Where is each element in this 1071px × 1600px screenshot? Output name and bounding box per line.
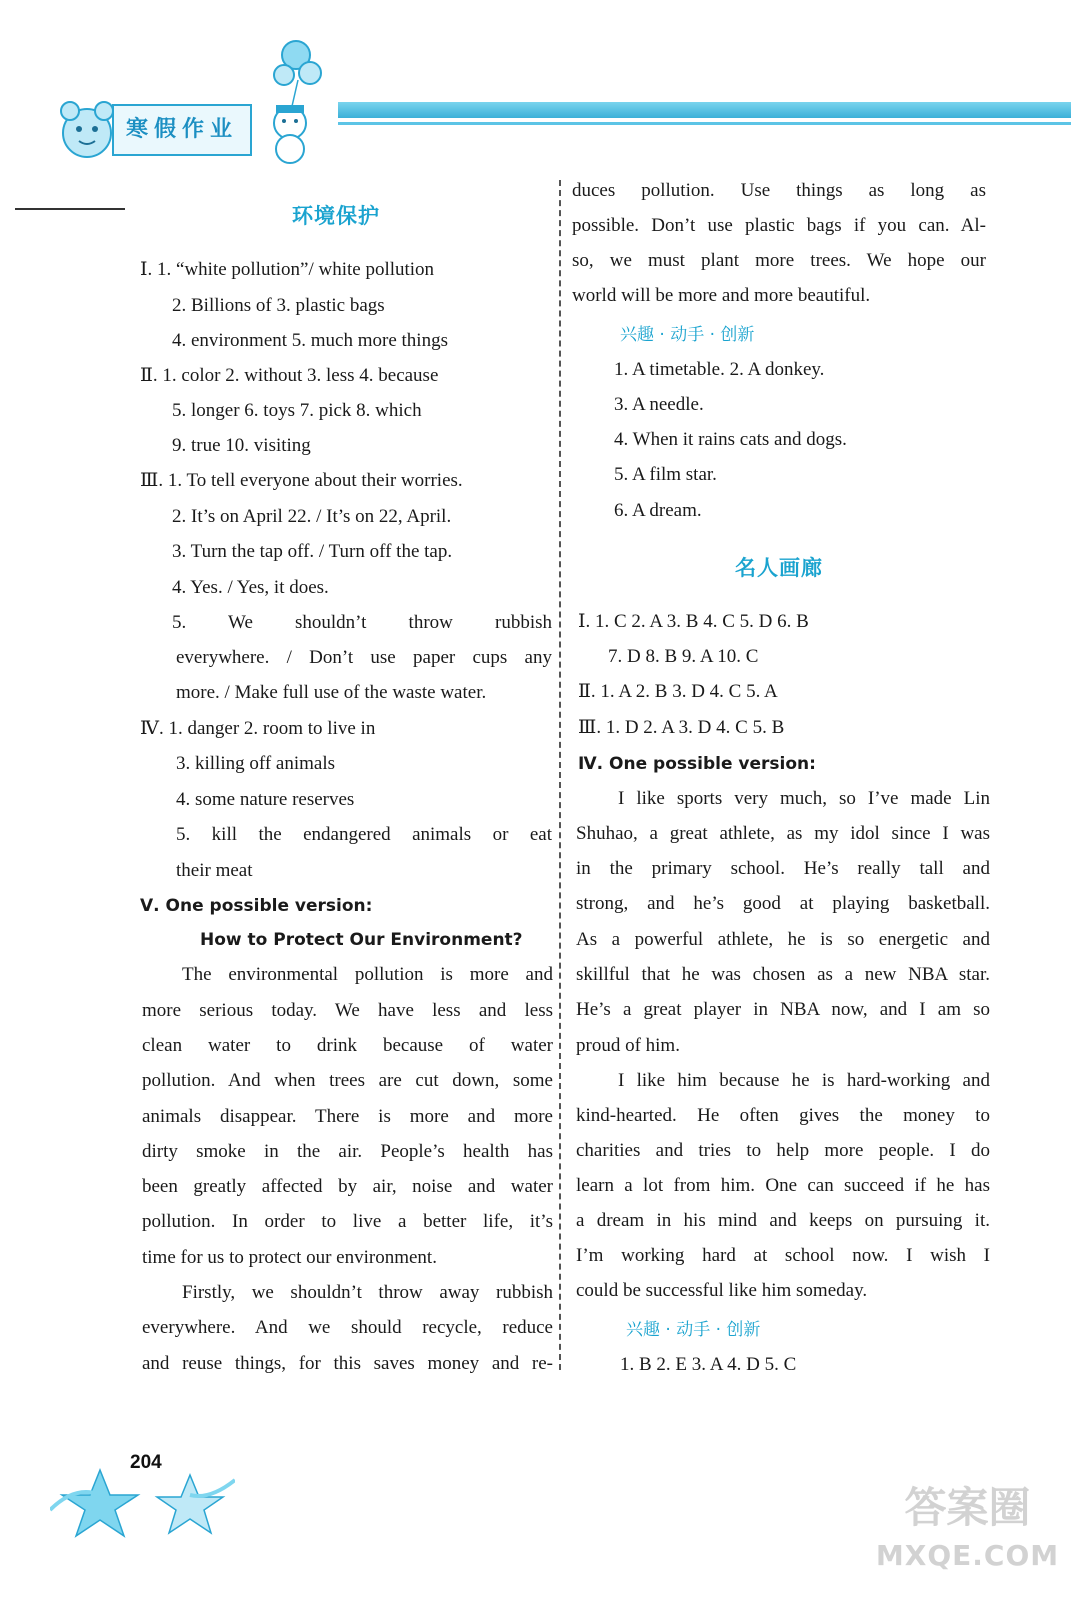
essay-line: in the primary school. He’s really tall and: [576, 858, 990, 879]
essay-line: a dream in his mind and keeps on pursuing it.: [576, 1210, 990, 1231]
version-label: Ⅳ. One possible version:: [578, 754, 816, 774]
answer-line: Ⅳ. 1. danger 2. room to live in: [140, 718, 376, 739]
essay-line: possible. Don’t use plastic bags if you can. Al-: [572, 215, 986, 236]
essay-line: pollution. And when trees are cut down, some: [142, 1070, 553, 1091]
essay-line: Firstly, we shouldn’t throw away rubbish: [182, 1282, 553, 1303]
answer-line: 4. environment 5. much more things: [172, 330, 448, 351]
essay-line: more serious today. We have less and less: [142, 1000, 553, 1021]
answer-line: 5. longer 6. toys 7. pick 8. which: [172, 400, 422, 421]
essay-line: could be successful like him someday.: [576, 1280, 868, 1301]
answer-line: 2. Billions of 3. plastic bags: [172, 295, 385, 316]
essay-line: Shuhao, a great athlete, as my idol since I was: [576, 823, 990, 844]
essay-line: animals disappear. There is more and more: [142, 1106, 553, 1127]
essay-line: proud of him.: [576, 1035, 680, 1056]
essay-line: dirty smoke in the air. People’s health has: [142, 1141, 553, 1162]
essay-line: clean water to drink because of water: [142, 1035, 553, 1056]
answer-line: everywhere. / Don’t use paper cups any: [176, 647, 552, 668]
essay-line: I like him because he is hard-working and: [618, 1070, 990, 1091]
answer-line: 3. A needle.: [614, 394, 704, 415]
essay-line: strong, and he’s good at playing basketball.: [576, 893, 990, 914]
essay-line: time for us to protect our environment.: [142, 1247, 437, 1268]
answer-line: Ⅱ. 1. color 2. without 3. less 4. because: [140, 365, 439, 386]
left-margin-rule: [15, 208, 125, 210]
snowman-balloon-icon: [250, 25, 340, 165]
essay-line: The environmental pollution is more and: [182, 964, 553, 985]
answer-line: 5. kill the endangered animals or eat: [176, 824, 552, 845]
section-title-gallery: 名人画廊: [735, 556, 823, 580]
answer-line: 2. It’s on April 22. / It’s on 22, April.: [172, 506, 452, 527]
answer-line: Ⅰ. 1. “white pollution”/ white pollution: [140, 259, 435, 280]
header-title: 寒假作业: [112, 104, 252, 156]
answer-line: Ⅲ. 1. To tell everyone about their worries.: [140, 470, 463, 491]
essay-line: world will be more and more beautiful.: [572, 285, 871, 306]
answer-line: 3. Turn the tap off. / Turn off the tap.: [172, 541, 453, 562]
answer-line: Ⅰ. 1. C 2. A 3. B 4. C 5. D 6. B: [578, 611, 809, 632]
tag-interest-create: 兴趣 · 动手 · 创新: [626, 1320, 761, 1340]
essay-line: skillful that he was chosen as a new NBA star.: [576, 964, 990, 985]
answer-line: 4. When it rains cats and dogs.: [614, 429, 847, 450]
tag-interest-create: 兴趣 · 动手 · 创新: [620, 325, 755, 345]
essay-title: How to Protect Our Environment?: [200, 930, 523, 950]
watermark-logo: [875, 1480, 1060, 1590]
essay-line: duces pollution. Use things as long as: [572, 180, 986, 201]
answer-line: 9. true 10. visiting: [172, 435, 311, 456]
answer-line: 1. B 2. E 3. A 4. D 5. C: [620, 1354, 797, 1375]
header-band: [338, 102, 1071, 118]
answer-line: Ⅱ. 1. A 2. B 3. D 4. C 5. A: [578, 681, 778, 702]
essay-line: He’s a great player in NBA now, and I am so: [576, 999, 990, 1020]
essay-line: I’m working hard at school now. I wish I: [576, 1245, 990, 1266]
essay-line: pollution. In order to live a better life, it’s: [142, 1211, 553, 1232]
page-number: 204: [130, 1452, 162, 1473]
answer-line: 4. Yes. / Yes, it does.: [172, 577, 329, 598]
answer-line: 5. A film star.: [614, 464, 717, 485]
essay-line: everywhere. And we should recycle, reduce: [142, 1317, 553, 1338]
essay-line: As a powerful athlete, he is so energetic and: [576, 929, 990, 950]
answer-line: 5. We shouldn’t throw rubbish: [172, 612, 552, 633]
answer-line: 3. killing off animals: [176, 753, 336, 774]
answer-line: Ⅲ. 1. D 2. A 3. D 4. C 5. B: [578, 717, 785, 738]
essay-line: so, we must plant more trees. We hope our: [572, 250, 986, 271]
essay-line: charities and tries to help more people. I do: [576, 1140, 990, 1161]
column-divider: [559, 180, 561, 1370]
essay-line: been greatly affected by air, noise and water: [142, 1176, 553, 1197]
answer-line: 1. A timetable. 2. A donkey.: [614, 359, 825, 380]
answer-line: 4. some nature reserves: [176, 789, 355, 810]
watermark-top: 答案圈: [904, 1483, 1031, 1532]
answer-line: their meat: [176, 860, 253, 881]
section-title-environment: 环境保护: [292, 204, 380, 228]
essay-line: kind-hearted. He often gives the money to: [576, 1105, 990, 1126]
answer-line: 6. A dream.: [614, 500, 702, 521]
essay-line: learn a lot from him. One can succeed if he has: [576, 1175, 990, 1196]
essay-line: and reuse things, for this saves money and re-: [142, 1353, 553, 1374]
essay-line: I like sports very much, so I’ve made Lin: [618, 788, 990, 809]
header-thin-rule: [338, 122, 1071, 125]
version-label: Ⅴ. One possible version:: [140, 896, 373, 916]
answer-line: 7. D 8. B 9. A 10. C: [608, 646, 759, 667]
answer-line: more. / Make full use of the waste water.: [176, 682, 487, 703]
watermark-bottom: MXQE.COM: [875, 1539, 1060, 1572]
